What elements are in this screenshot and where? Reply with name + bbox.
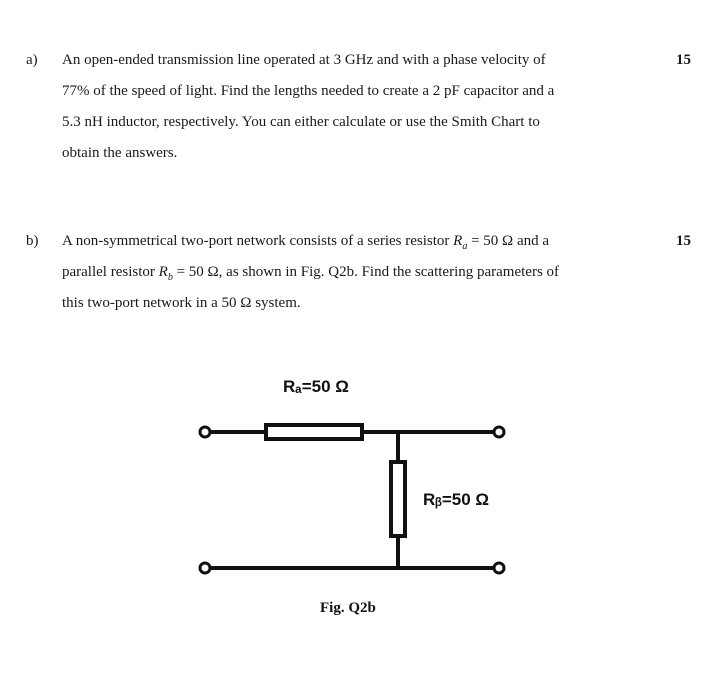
question-a-line-2: 77% of the speed of light. Find the lengths needed to create a 2 pF capacitor and a bbox=[62, 83, 555, 99]
resistor-ra bbox=[266, 425, 362, 439]
question-b-line-1-text: A non-symmetrical two-port network consists of a series resistor bbox=[62, 233, 454, 249]
question-b-line-2-tail: = 50 Ω, as shown in Fig. Q2b. Find the scattering parameters of bbox=[172, 264, 560, 280]
question-b-line-1-tail: = 50 Ω and a bbox=[467, 233, 550, 249]
question-a-line-1: An open-ended transmission line operated at 3 GHz and with a phase velocity of bbox=[62, 52, 546, 68]
question-b-line-3: this two-port network in a 50 Ω system. bbox=[62, 295, 301, 311]
resistor-rb bbox=[391, 462, 405, 536]
question-a-marks: 15 bbox=[676, 52, 691, 68]
rb-label: Rᵦ=50 Ω bbox=[423, 490, 490, 509]
question-a-label: a) bbox=[26, 52, 38, 68]
port2-top-terminal bbox=[494, 427, 504, 437]
port1-bottom-terminal bbox=[200, 563, 210, 573]
ra-symbol: $R_a$ bbox=[453, 233, 468, 252]
rb-symbol: $R_b$ bbox=[158, 264, 173, 283]
question-b-line-2-text: parallel resistor bbox=[62, 264, 159, 280]
figure-caption: Fig. Q2b bbox=[320, 600, 376, 616]
port1-top-terminal bbox=[200, 427, 210, 437]
question-a-line-4: obtain the answers. bbox=[62, 145, 178, 161]
ra-label: Rₐ=50 Ω bbox=[283, 377, 349, 396]
question-b-marks: 15 bbox=[676, 233, 691, 249]
port2-bottom-terminal bbox=[494, 563, 504, 573]
question-b-label: b) bbox=[26, 233, 39, 249]
question-a-line-3: 5.3 nH inductor, respectively. You can either calculate or use the Smith Chart to bbox=[62, 114, 540, 130]
